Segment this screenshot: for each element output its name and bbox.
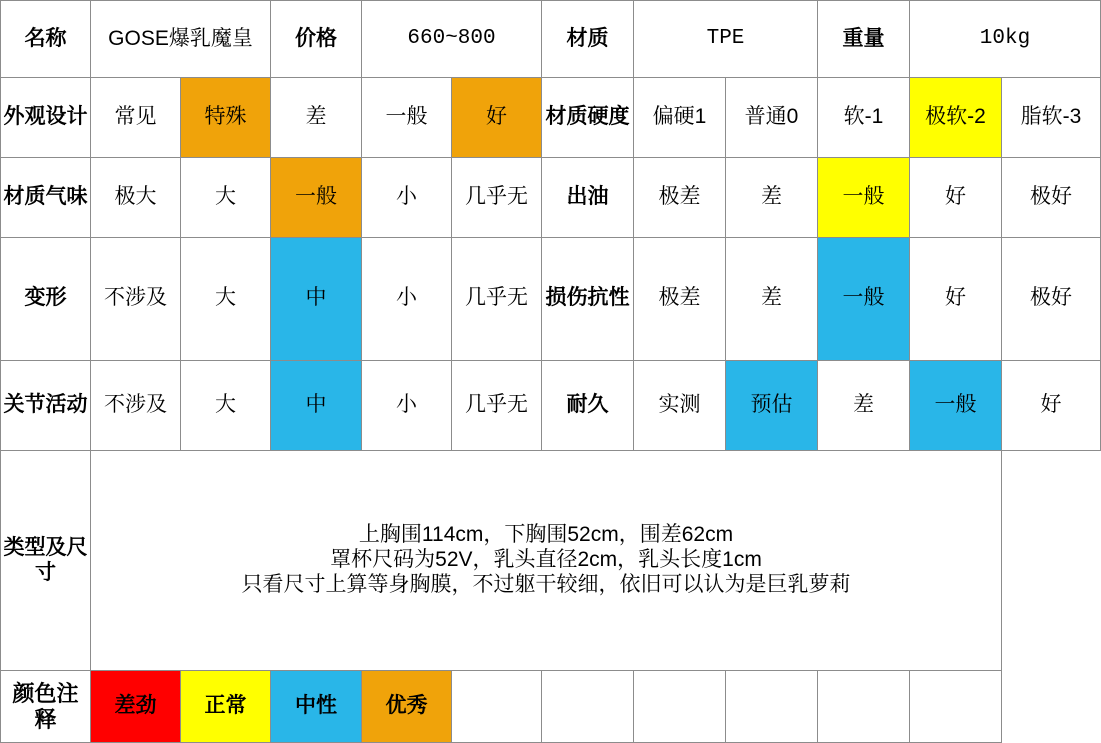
size-line-2: 罩杯尺码为52V，乳头直径2cm，乳头长度1cm	[330, 548, 762, 572]
cell-smell-4: 几乎无	[452, 157, 542, 237]
cell-durability-4: 好	[1002, 360, 1101, 450]
cell-durability-0: 实测	[634, 360, 726, 450]
size-description	[91, 450, 1002, 670]
weight-value: 10kg	[910, 1, 1101, 78]
cell-appearance-4: 好	[452, 77, 542, 157]
cell-deformation-3: 小	[362, 237, 452, 360]
weight-label: 重量	[818, 1, 910, 78]
row-label-oil: 出油	[542, 157, 634, 237]
cell-hardness-0: 偏硬1	[634, 77, 726, 157]
table-row-header	[1, 1, 1101, 78]
price-value: 660~800	[362, 1, 542, 78]
legend-item-normal: 正常	[181, 671, 271, 743]
cell-damage-2: 一般	[818, 237, 910, 360]
name-value: GOSE爆乳魔皇	[91, 1, 271, 78]
cell-deformation-2: 中	[271, 237, 362, 360]
table-row-deformation	[1, 237, 1101, 360]
legend-blank-4	[726, 671, 818, 743]
cell-joints-1: 大	[181, 360, 271, 450]
cell-smell-0: 极大	[91, 157, 181, 237]
cell-damage-3: 好	[910, 237, 1002, 360]
legend-item-poor: 差劲	[91, 671, 181, 743]
cell-smell-1: 大	[181, 157, 271, 237]
table-row-size	[1, 450, 1101, 670]
table-row-smell	[1, 157, 1101, 237]
cell-joints-0: 不涉及	[91, 360, 181, 450]
cell-damage-4: 极好	[1002, 237, 1101, 360]
cell-oil-0: 极差	[634, 157, 726, 237]
row-label-durability: 耐久	[542, 360, 634, 450]
cell-oil-2: 一般	[818, 157, 910, 237]
cell-durability-2: 差	[818, 360, 910, 450]
cell-appearance-3: 一般	[362, 77, 452, 157]
cell-durability-1: 预估	[726, 360, 818, 450]
legend-label: 颜色注释	[1, 671, 91, 743]
row-label-damage: 损伤抗性	[542, 237, 634, 360]
legend-item-excellent: 优秀	[362, 671, 452, 743]
legend-blank-3	[634, 671, 726, 743]
cell-damage-1: 差	[726, 237, 818, 360]
table-row-legend	[1, 671, 1101, 743]
cell-hardness-2: 软-1	[818, 77, 910, 157]
table-row-appearance	[1, 77, 1101, 157]
size-line-3: 只看尺寸上算等身胸膜，不过躯干较细，依旧可以认为是巨乳萝莉	[241, 572, 851, 596]
cell-hardness-1: 普通0	[726, 77, 818, 157]
cell-appearance-1: 特殊	[181, 77, 271, 157]
size-line-1: 上胸围114cm，下胸围52cm，围差62cm	[358, 523, 734, 547]
cell-oil-1: 差	[726, 157, 818, 237]
cell-smell-3: 小	[362, 157, 452, 237]
cell-joints-4: 几乎无	[452, 360, 542, 450]
material-value: TPE	[634, 1, 818, 78]
legend-blank-5	[818, 671, 910, 743]
cell-durability-3: 一般	[910, 360, 1002, 450]
name-label: 名称	[1, 1, 91, 78]
legend-blank-2	[542, 671, 634, 743]
cell-appearance-0: 常见	[91, 77, 181, 157]
row-label-hardness: 材质硬度	[542, 77, 634, 157]
row-label-joints: 关节活动	[1, 360, 91, 450]
cell-damage-0: 极差	[634, 237, 726, 360]
legend-blank-1	[452, 671, 542, 743]
cell-oil-3: 好	[910, 157, 1002, 237]
legend-blank-6	[910, 671, 1002, 743]
table-row-joints	[1, 360, 1101, 450]
cell-hardness-3: 极软-2	[910, 77, 1002, 157]
cell-joints-2: 中	[271, 360, 362, 450]
cell-oil-4: 极好	[1002, 157, 1101, 237]
row-label-appearance: 外观设计	[1, 77, 91, 157]
legend-item-neutral: 中性	[271, 671, 362, 743]
material-label: 材质	[542, 1, 634, 78]
cell-deformation-1: 大	[181, 237, 271, 360]
row-label-smell: 材质气味	[1, 157, 91, 237]
row-label-deformation: 变形	[1, 237, 91, 360]
row-label-size: 类型及尺寸	[1, 450, 91, 670]
cell-hardness-4: 脂软-3	[1002, 77, 1101, 157]
cell-deformation-4: 几乎无	[452, 237, 542, 360]
cell-appearance-2: 差	[271, 77, 362, 157]
cell-deformation-0: 不涉及	[91, 237, 181, 360]
cell-smell-2: 一般	[271, 157, 362, 237]
cell-joints-3: 小	[362, 360, 452, 450]
price-label: 价格	[271, 1, 362, 78]
